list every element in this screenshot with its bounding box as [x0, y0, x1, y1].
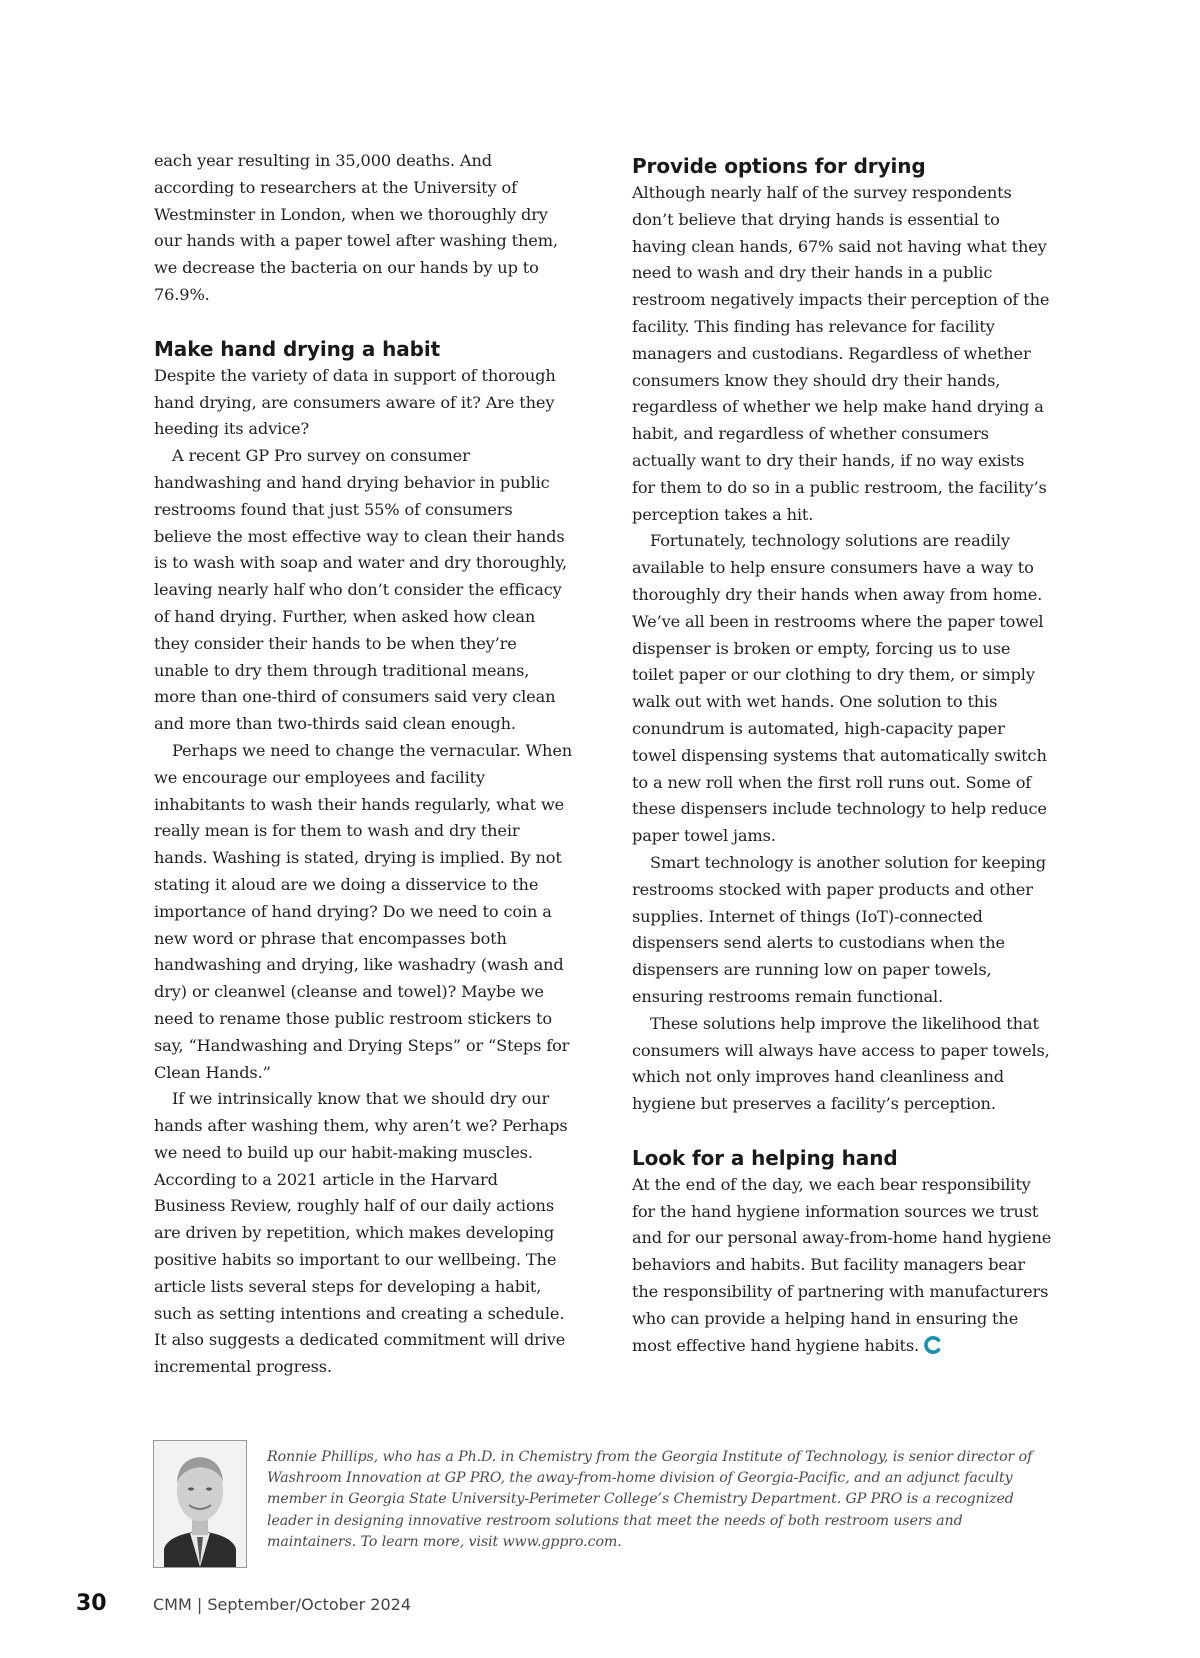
author-bio	[153, 1440, 1053, 1566]
paragraph: If we intrinsically know that we should dry our hands after washing them, why aren’t we? Perhaps we need to build up our habit-making muscles. According to a 2021 article in the Harvard Business Review, roughly half of our daily actions are driven by repetition, which makes developing positive habits so important to our wellbeing. The article lists several steps for developing a habit, such as setting intentions and creating a schedule. It also suggests a dedicated commitment will drive incremental progress.	[154, 1089, 568, 1377]
section-heading-habit: Make hand drying a habit	[154, 336, 441, 361]
page-number: 30	[76, 1591, 107, 1616]
paragraph: Perhaps we need to change the vernacular. When we encourage our employees and facility inhabitants to wash their hands regularly, what we really mean is for them to wash and dry their hands. Washing is stated, drying is implied. By not stating it aloud are we doing a disservice to the importance of hand drying? Do we need to coin a new word or phrase that encompasses both handwashing and drying, like washadry (wash and dry) or cleanwel (cleanse and towel)? Maybe we need to rename those public restroom stickers to say, “Handwashing and Drying Steps” or “Steps for Clean Hands.”	[154, 740, 573, 1082]
author-photo	[153, 1440, 247, 1568]
paragraph: A recent GP Pro survey on consumer handwashing and hand drying behavior in public restrooms found that just 55% of consumers believe the most effective way to clean their hands is to wash with soap and water and dry thoroughly, leaving nearly half who don’t consider the efficacy of hand drying. Further, when asked how clean they consider their hands to be when they’re unable to dry them through traditional means, more than one-third of consumers said very clean and more than two-thirds said clean enough.	[154, 446, 567, 734]
paragraph: Fortunately, technology solutions are readily available to help ensure consumers have a way to thoroughly dry their hands when away from home. We’ve all been in restrooms where the paper towel dispenser is broken or empty, forcing us to use toilet paper or our clothing to dry them, or simply walk out with wet hands. One solution to this conundrum is automated, high-capacity paper towel dispensing systems that automatically switch to a new roll when the first roll runs out. Some of these dispensers include technology to help reduce paper towel jams.	[632, 531, 1047, 846]
article-column-left	[154, 148, 574, 1381]
section-heading-helping-hand: Look for a helping hand	[632, 1145, 898, 1170]
publication-info: CMM | September/October 2024	[153, 1595, 412, 1614]
paragraph-intro: each year resulting in 35,000 deaths. And according to researchers at the University of Westminster in London, when we thoroughly dry our hands with a paper towel after washing them, we decrease the bacteria on our hands by up to 76.9%.	[154, 151, 558, 304]
paragraph: Although nearly half of the survey respondents don’t believe that drying hands is essential to having clean hands, 67% said not having what they need to wash and dry their hands in a public restroom negatively impacts their perception of the facility. This finding has relevance for facility managers and custodians. Regardless of whether consumers know they should dry their hands, regardless of whether we help make hand drying a habit, and regardless of whether consumers actually want to dry their hands, if no way exists for them to do so in a public restroom, the facility’s perception takes a hit.	[632, 183, 1050, 524]
paragraph-closing-text: At the end of the day, we each bear responsibility for the hand hygiene information sources we trust and for our personal away-from-home hand hygiene behaviors and habits. But facility managers bear the responsibility of partnering with manufacturers who can provide a helping hand in ensuring the most effective hand hygiene habits.	[632, 1174, 1052, 1355]
paragraph-closing	[632, 1172, 1052, 1364]
paragraph: Smart technology is another solution for keeping restrooms stocked with paper products and other supplies. Internet of things (IoT)-connected dispensers send alerts to custodians when the dispensers are running low on paper towels, ensuring restrooms remain functional.	[632, 852, 1047, 1006]
end-mark-c-icon	[923, 1335, 943, 1364]
section-heading-drying-options: Provide options for drying	[632, 154, 926, 178]
author-bio-text: Ronnie Phillips, who has a Ph.D. in Chemistry from the Georgia Institute of Technology, is senior director of Washroom Innovation at GP PRO, the away-from-home division of Georgia-Pacific, and an adjunct faculty member in Georgia State University-Perimeter College’s Chemistry Department. GP PRO is a recognized leader in designing innovative restroom solutions that meet the needs of both restroom users and maintainers. To learn more, visit www.gppro.com.	[267, 1449, 1033, 1550]
article-column-right	[632, 152, 1052, 1363]
paragraph: These solutions help improve the likelihood that consumers will always have access to paper towels, which not only improves hand cleanliness and hygiene but preserves a facility’s perception.	[632, 1013, 1050, 1114]
paragraph: Despite the variety of data in support of thorough hand drying, are consumers aware of it? Are they heeding its advice?	[154, 365, 556, 439]
